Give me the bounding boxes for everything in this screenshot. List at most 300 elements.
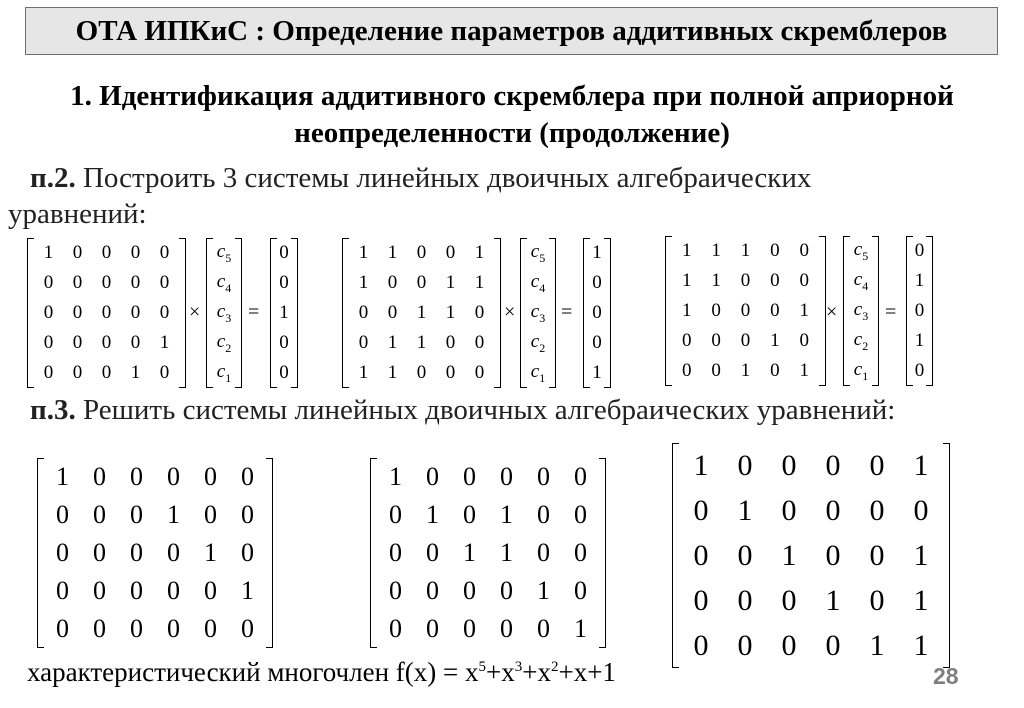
matrix-row bbox=[44, 576, 266, 606]
vector-row bbox=[590, 302, 604, 324]
variable-letter: c bbox=[853, 328, 863, 350]
variable-letter: c bbox=[530, 300, 540, 322]
matrix-cell: 0 bbox=[693, 538, 709, 572]
matrix-cell: 1 bbox=[463, 538, 476, 567]
matrix-cell: 0 bbox=[426, 538, 439, 567]
bracket-right bbox=[872, 236, 879, 386]
matrix-cell: 0 bbox=[93, 462, 106, 491]
matrix-cell: 0 bbox=[130, 614, 143, 643]
matrix-cell: 0 bbox=[737, 583, 753, 617]
matrix-cell: 1 bbox=[500, 538, 513, 567]
variable-letter: c bbox=[853, 298, 863, 320]
vector-row bbox=[850, 269, 872, 294]
variable-index: 5 bbox=[862, 248, 869, 263]
variable-index: 4 bbox=[862, 278, 869, 293]
matrix-cell: 1 bbox=[711, 270, 721, 291]
matrix-cell: 1 bbox=[500, 500, 513, 529]
matrix-cell: 0 bbox=[825, 538, 841, 572]
variable-index: 4 bbox=[539, 280, 546, 295]
matrix-cell: 1 bbox=[770, 330, 780, 351]
vector-row bbox=[213, 301, 235, 326]
step-3-label: п.3. bbox=[30, 394, 76, 426]
step-2-line-1: Построить 3 системы линейных двоичных алгебраических bbox=[75, 162, 812, 194]
vector-cell: 0 bbox=[592, 272, 602, 293]
matrix-cell: 0 bbox=[130, 272, 141, 293]
exponent-2: 2 bbox=[550, 659, 559, 675]
matrix-cell: 0 bbox=[474, 302, 485, 323]
matrix-row bbox=[679, 629, 943, 663]
matrix-cell: 0 bbox=[869, 448, 885, 482]
matrix-rows bbox=[349, 238, 494, 388]
variable-letter: c bbox=[216, 330, 226, 352]
matrix-cell: 0 bbox=[389, 500, 402, 529]
vector-row bbox=[213, 361, 235, 386]
unknown-variable bbox=[217, 241, 231, 266]
solution-matrix-1 bbox=[37, 458, 273, 648]
matrix-cell: 0 bbox=[159, 302, 170, 323]
matrix-row bbox=[44, 500, 266, 530]
unknown-variable bbox=[854, 239, 868, 264]
vector-row bbox=[913, 240, 926, 262]
variable-index: 2 bbox=[862, 338, 869, 353]
bracket-left bbox=[370, 458, 377, 648]
matrix-cell: 1 bbox=[681, 300, 692, 321]
vector-rows bbox=[850, 236, 872, 386]
matrix-cell: 0 bbox=[241, 500, 254, 529]
matrix-cell: 0 bbox=[500, 462, 513, 491]
matrix-row bbox=[679, 584, 943, 618]
matrix-cell: 0 bbox=[799, 330, 809, 351]
matrix-cell: 0 bbox=[711, 330, 721, 351]
matrix-cell: 1 bbox=[358, 272, 369, 293]
matrix-cell: 0 bbox=[770, 270, 780, 291]
matrix-cell: 0 bbox=[416, 242, 427, 263]
vector-rows bbox=[913, 236, 926, 386]
matrix-row bbox=[349, 272, 494, 294]
matrix-cell: 1 bbox=[204, 538, 217, 567]
polynomial-term: +x bbox=[522, 657, 551, 687]
matrix-cell: 0 bbox=[72, 332, 83, 353]
polynomial-term: +x bbox=[486, 657, 515, 687]
bracket-left bbox=[672, 443, 679, 668]
polynomial-prefix: характеристический многочлен f(x) = x bbox=[27, 657, 479, 687]
matrix-cell: 0 bbox=[426, 576, 439, 605]
vector-cell: 0 bbox=[914, 300, 925, 321]
equals-sign: = bbox=[885, 301, 897, 323]
section-heading-line-2: неопределенности (продолжение) bbox=[294, 117, 730, 149]
matrix-row bbox=[377, 500, 599, 530]
vector-rows bbox=[590, 238, 604, 388]
variable-letter: c bbox=[216, 240, 226, 262]
bracket-left bbox=[843, 236, 850, 386]
matrix-row bbox=[349, 302, 494, 324]
matrix-cell: 0 bbox=[500, 614, 513, 643]
system-2-matrix bbox=[342, 238, 501, 388]
matrix-cell: 1 bbox=[913, 538, 929, 572]
matrix-cell: 0 bbox=[463, 462, 476, 491]
vector-cell: 1 bbox=[914, 330, 925, 351]
system-1-unknowns bbox=[206, 238, 242, 388]
matrix-cell: 0 bbox=[781, 493, 797, 527]
matrix-cell: 0 bbox=[463, 614, 476, 643]
matrix-cell: 1 bbox=[167, 500, 180, 529]
matrix-cell: 0 bbox=[474, 332, 485, 353]
matrix-cell: 0 bbox=[241, 462, 254, 491]
matrix-cell: 0 bbox=[913, 493, 929, 527]
matrix-cell: 0 bbox=[72, 272, 83, 293]
matrix-row bbox=[679, 494, 943, 528]
matrix-cell: 1 bbox=[130, 362, 141, 383]
matrix-cell: 0 bbox=[204, 500, 217, 529]
matrix-row bbox=[34, 242, 179, 264]
matrix-cell: 0 bbox=[130, 500, 143, 529]
bracket-left bbox=[583, 238, 590, 388]
vector-cell: 0 bbox=[914, 360, 925, 381]
variable-index: 5 bbox=[539, 250, 546, 265]
step-3-sentence: Решить системы линейных двоичных алгебраических уравнений: bbox=[75, 394, 896, 426]
vector-row bbox=[213, 271, 235, 296]
bracket-left bbox=[520, 238, 527, 388]
matrix-cell: 0 bbox=[770, 300, 780, 321]
matrix-cell: 0 bbox=[387, 272, 398, 293]
bracket-left bbox=[906, 236, 913, 386]
matrix-cell: 0 bbox=[204, 462, 217, 491]
matrix-cell: 0 bbox=[56, 576, 69, 605]
bracket-right bbox=[926, 236, 933, 386]
matrix-cell: 1 bbox=[159, 332, 170, 353]
matrix-cell: 1 bbox=[389, 462, 402, 491]
matrix-row bbox=[34, 362, 179, 384]
vector-row bbox=[213, 241, 235, 266]
page-number: 28 bbox=[933, 663, 959, 689]
matrix-cell: 1 bbox=[387, 332, 398, 353]
matrix-row bbox=[44, 538, 266, 568]
vector-cell: 0 bbox=[279, 272, 289, 293]
vector-row bbox=[213, 331, 235, 356]
matrix-cell: 0 bbox=[711, 300, 721, 321]
variable-index: 1 bbox=[225, 370, 232, 385]
variable-index: 2 bbox=[225, 340, 232, 355]
matrix-cell: 1 bbox=[358, 242, 369, 263]
vector-rows bbox=[213, 238, 235, 388]
variable-letter: c bbox=[216, 270, 226, 292]
matrix-cell: 0 bbox=[167, 576, 180, 605]
matrix-cell: 1 bbox=[416, 302, 427, 323]
equals-sign: = bbox=[561, 301, 573, 323]
matrix-cell: 0 bbox=[130, 302, 141, 323]
vector-cell: 0 bbox=[279, 362, 289, 383]
matrix-cell: 0 bbox=[93, 538, 106, 567]
matrix-cell: 0 bbox=[537, 614, 550, 643]
matrix-cell: 1 bbox=[913, 583, 929, 617]
vector-row bbox=[850, 239, 872, 264]
matrix-cell: 0 bbox=[167, 462, 180, 491]
matrix-cell: 0 bbox=[799, 240, 809, 261]
bracket-left bbox=[665, 236, 672, 386]
vector-cell: 1 bbox=[592, 242, 602, 263]
matrix-cell: 0 bbox=[241, 538, 254, 567]
equals-sign: = bbox=[248, 301, 260, 323]
matrix-cell: 1 bbox=[474, 242, 485, 263]
matrix-cell: 1 bbox=[358, 362, 369, 383]
unknown-variable bbox=[531, 271, 545, 296]
matrix-cell: 0 bbox=[693, 583, 709, 617]
variable-index: 2 bbox=[539, 340, 546, 355]
matrix-cell: 0 bbox=[159, 272, 170, 293]
vector-row bbox=[527, 241, 549, 266]
matrix-cell: 0 bbox=[693, 628, 709, 662]
bracket-right bbox=[494, 238, 501, 388]
bracket-right bbox=[549, 238, 556, 388]
matrix-cell: 0 bbox=[72, 242, 83, 263]
matrix-cell: 1 bbox=[681, 240, 692, 261]
vector-row bbox=[277, 272, 291, 294]
matrix-rows bbox=[34, 238, 179, 388]
matrix-cell: 0 bbox=[56, 500, 69, 529]
multiply-sign: × bbox=[826, 301, 838, 323]
variable-index: 3 bbox=[225, 310, 232, 325]
matrix-cell: 1 bbox=[43, 242, 54, 263]
matrix-cell: 0 bbox=[799, 270, 809, 291]
matrix-cell: 0 bbox=[445, 242, 456, 263]
variable-letter: c bbox=[530, 270, 540, 292]
matrix-row bbox=[672, 330, 819, 352]
matrix-cell: 0 bbox=[167, 538, 180, 567]
vector-cell: 1 bbox=[279, 302, 289, 323]
matrix-row bbox=[672, 240, 819, 262]
matrix-cell: 0 bbox=[101, 332, 112, 353]
matrix-cell: 0 bbox=[781, 628, 797, 662]
vector-row bbox=[527, 331, 549, 356]
matrix-cell: 1 bbox=[913, 448, 929, 482]
matrix-cell: 1 bbox=[574, 614, 587, 643]
matrix-cell: 0 bbox=[159, 242, 170, 263]
unknown-variable bbox=[531, 241, 545, 266]
matrix-cell: 0 bbox=[681, 360, 692, 381]
matrix-cell: 0 bbox=[869, 583, 885, 617]
matrix-cell: 0 bbox=[387, 302, 398, 323]
matrix-cell: 0 bbox=[43, 332, 54, 353]
matrix-cell: 1 bbox=[387, 242, 398, 263]
system-1-rhs bbox=[270, 238, 298, 388]
bracket-right bbox=[599, 458, 606, 648]
step-2-text bbox=[30, 160, 811, 196]
vector-row bbox=[913, 300, 926, 322]
matrix-cell: 0 bbox=[43, 272, 54, 293]
variable-letter: c bbox=[530, 360, 540, 382]
matrix-cell: 0 bbox=[737, 538, 753, 572]
matrix-cell: 0 bbox=[72, 302, 83, 323]
matrix-cell: 1 bbox=[781, 538, 797, 572]
vector-cell: 0 bbox=[592, 302, 602, 323]
matrix-cell: 0 bbox=[56, 538, 69, 567]
matrix-rows bbox=[679, 443, 943, 668]
section-heading bbox=[0, 78, 1024, 152]
variable-letter: c bbox=[853, 238, 863, 260]
matrix-row bbox=[672, 270, 819, 292]
matrix-cell: 0 bbox=[869, 493, 885, 527]
matrix-cell: 0 bbox=[825, 448, 841, 482]
matrix-cell: 0 bbox=[426, 614, 439, 643]
variable-letter: c bbox=[216, 300, 226, 322]
matrix-cell: 0 bbox=[825, 628, 841, 662]
matrix-cell: 0 bbox=[537, 500, 550, 529]
matrix-cell: 1 bbox=[445, 302, 456, 323]
matrix-cell: 1 bbox=[681, 270, 692, 291]
matrix-cell: 0 bbox=[445, 332, 456, 353]
variable-letter: c bbox=[530, 330, 540, 352]
section-heading-line-1: 1. Идентификация аддитивного скремблера при полной априорной bbox=[70, 80, 954, 112]
system-3-unknowns bbox=[843, 236, 879, 386]
matrix-cell: 0 bbox=[43, 362, 54, 383]
vector-row bbox=[850, 329, 872, 354]
matrix-cell: 0 bbox=[389, 576, 402, 605]
matrix-cell: 1 bbox=[913, 628, 929, 662]
matrix-cell: 1 bbox=[693, 448, 709, 482]
matrix-cell: 1 bbox=[474, 272, 485, 293]
bracket-left bbox=[342, 238, 349, 388]
variable-index: 3 bbox=[862, 308, 869, 323]
vector-row bbox=[590, 332, 604, 354]
matrix-cell: 0 bbox=[825, 493, 841, 527]
matrix-cell: 0 bbox=[426, 462, 439, 491]
variable-index: 1 bbox=[862, 368, 869, 383]
unknown-variable bbox=[531, 331, 545, 356]
matrix-cell: 0 bbox=[93, 576, 106, 605]
bracket-left bbox=[37, 458, 44, 648]
system-2-unknowns bbox=[520, 238, 556, 388]
matrix-cell: 0 bbox=[740, 330, 751, 351]
bracket-left bbox=[206, 238, 213, 388]
matrix-cell: 0 bbox=[43, 302, 54, 323]
step-2-label: п.2. bbox=[30, 162, 76, 194]
system-1-matrix bbox=[27, 238, 186, 388]
slide-title: ОТА ИПКиС : Определение параметров аддитивных скремблеров bbox=[25, 7, 998, 55]
matrix-cell: 0 bbox=[130, 576, 143, 605]
unknown-variable bbox=[217, 361, 231, 386]
bracket-left bbox=[270, 238, 277, 388]
matrix-cell: 0 bbox=[416, 272, 427, 293]
matrix-cell: 1 bbox=[241, 576, 254, 605]
bracket-right bbox=[235, 238, 242, 388]
matrix-cell: 0 bbox=[574, 500, 587, 529]
vector-row bbox=[277, 362, 291, 384]
unknown-variable bbox=[531, 301, 545, 326]
vector-rows bbox=[527, 238, 549, 388]
unknown-variable bbox=[217, 271, 231, 296]
matrix-row bbox=[377, 462, 599, 492]
variable-letter: c bbox=[853, 268, 863, 290]
matrix-cell: 0 bbox=[537, 538, 550, 567]
matrix-cell: 0 bbox=[463, 576, 476, 605]
variable-index: 4 bbox=[225, 280, 232, 295]
matrix-row bbox=[349, 332, 494, 354]
vector-cell: 0 bbox=[592, 332, 602, 353]
matrix-cell: 0 bbox=[167, 614, 180, 643]
vector-row bbox=[590, 242, 604, 264]
multiply-sign: × bbox=[504, 301, 516, 323]
polynomial-term: +x+1 bbox=[558, 657, 616, 687]
matrix-cell: 0 bbox=[537, 462, 550, 491]
vector-row bbox=[527, 271, 549, 296]
system-3-matrix bbox=[665, 236, 826, 386]
matrix-cell: 0 bbox=[737, 448, 753, 482]
vector-row bbox=[527, 301, 549, 326]
vector-cell: 0 bbox=[279, 332, 289, 353]
bracket-right bbox=[604, 238, 611, 388]
variable-index: 3 bbox=[539, 310, 546, 325]
characteristic-polynomial bbox=[27, 657, 616, 688]
matrix-cell: 0 bbox=[93, 614, 106, 643]
matrix-row bbox=[377, 538, 599, 568]
exponent-3: 3 bbox=[514, 659, 523, 675]
unknown-variable bbox=[217, 301, 231, 326]
matrix-cell: 0 bbox=[72, 362, 83, 383]
vector-row bbox=[590, 362, 604, 384]
matrix-cell: 1 bbox=[799, 360, 809, 381]
matrix-cell: 0 bbox=[204, 614, 217, 643]
vector-cell: 0 bbox=[914, 240, 925, 261]
bracket-right bbox=[819, 236, 826, 386]
matrix-cell: 1 bbox=[445, 272, 456, 293]
matrix-cell: 0 bbox=[204, 576, 217, 605]
matrix-cell: 1 bbox=[56, 462, 69, 491]
vector-row bbox=[277, 242, 291, 264]
matrix-cell: 0 bbox=[101, 362, 112, 383]
matrix-cell: 1 bbox=[387, 362, 398, 383]
matrix-cell: 0 bbox=[740, 270, 751, 291]
matrix-row bbox=[377, 614, 599, 644]
matrix-cell: 0 bbox=[574, 462, 587, 491]
step-2-continuation: уравнений: bbox=[8, 198, 147, 230]
matrix-cell: 1 bbox=[740, 360, 751, 381]
matrix-row bbox=[44, 462, 266, 492]
matrix-cell: 1 bbox=[416, 332, 427, 353]
multiply-sign: × bbox=[189, 301, 201, 323]
matrix-cell: 0 bbox=[389, 538, 402, 567]
unknown-variable bbox=[854, 269, 868, 294]
matrix-cell: 0 bbox=[574, 538, 587, 567]
matrix-rows bbox=[672, 236, 819, 386]
matrix-row bbox=[679, 449, 943, 483]
bracket-left bbox=[27, 238, 34, 388]
variable-letter: c bbox=[853, 358, 863, 380]
matrix-row bbox=[679, 539, 943, 573]
matrix-cell: 1 bbox=[740, 240, 751, 261]
unknown-variable bbox=[854, 359, 868, 384]
vector-row bbox=[913, 360, 926, 382]
bracket-right bbox=[943, 443, 950, 668]
bracket-right bbox=[266, 458, 273, 648]
unknown-variable bbox=[854, 299, 868, 324]
matrix-cell: 0 bbox=[101, 302, 112, 323]
variable-letter: c bbox=[530, 240, 540, 262]
matrix-cell: 0 bbox=[770, 240, 780, 261]
bracket-right bbox=[179, 238, 186, 388]
matrix-cell: 0 bbox=[445, 362, 456, 383]
variable-index: 1 bbox=[539, 370, 546, 385]
matrix-cell: 0 bbox=[358, 302, 369, 323]
matrix-cell: 0 bbox=[474, 362, 485, 383]
matrix-row bbox=[34, 332, 179, 354]
solution-matrix-2 bbox=[370, 458, 606, 648]
vector-row bbox=[850, 359, 872, 384]
bracket-right bbox=[291, 238, 298, 388]
matrix-cell: 0 bbox=[770, 360, 780, 381]
matrix-cell: 0 bbox=[159, 362, 170, 383]
matrix-cell: 0 bbox=[130, 332, 141, 353]
system-3-rhs bbox=[906, 236, 933, 386]
